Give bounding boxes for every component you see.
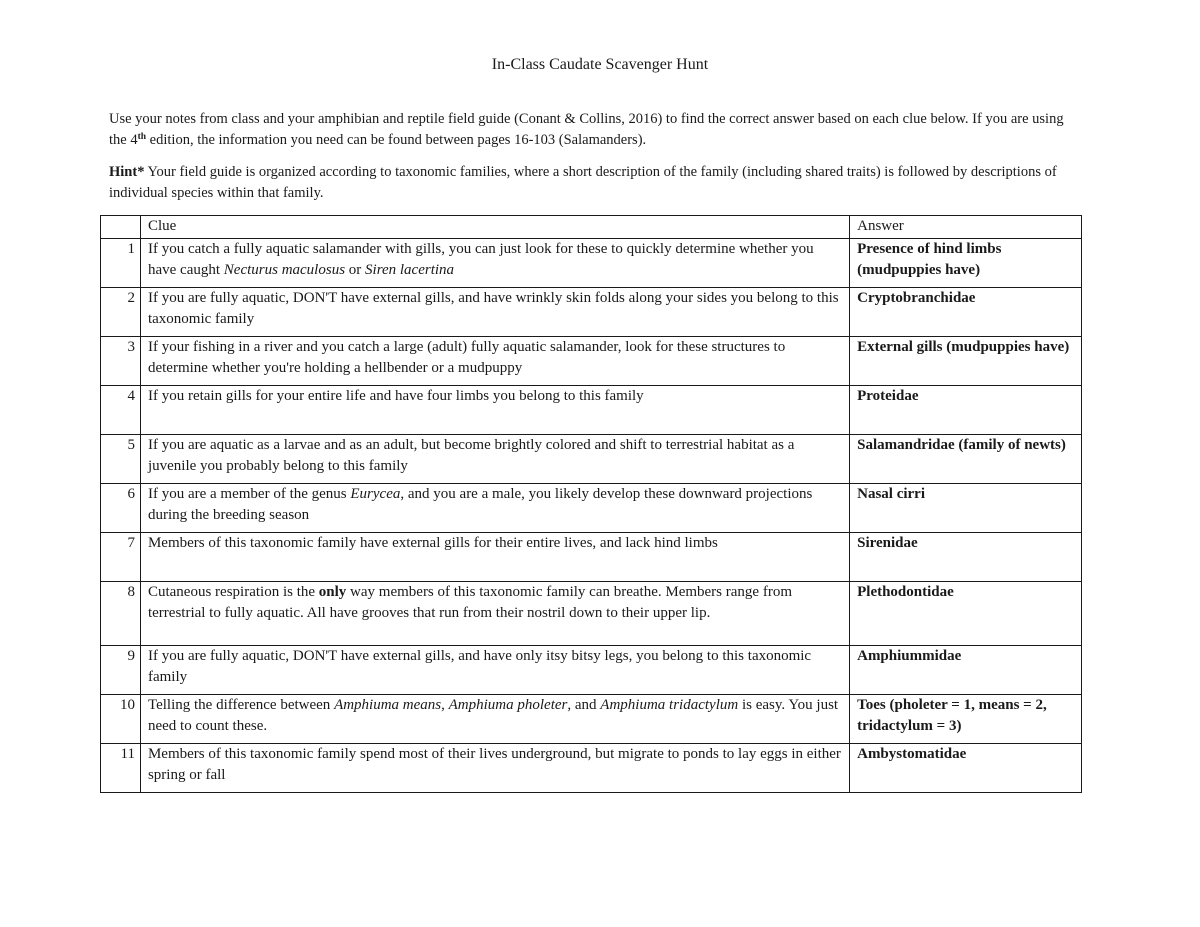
clue-cell: If you are fully aquatic, DON'T have external gills, and have only itsy bitsy legs, you belong to this taxonomic family: [140, 646, 849, 695]
table-row: [101, 288, 1082, 337]
table-row: [101, 435, 1082, 484]
clue-cell: Members of this taxonomic family spend most of their lives underground, but migrate to ponds to lay eggs in either spring or fall: [140, 744, 849, 793]
page-title: In-Class Caudate Scavenger Hunt: [491, 56, 709, 73]
table-header-row: [101, 216, 1082, 239]
clue-cell: If you are a member of the genus Eurycea, and you are a male, you likely develop these downward projections during the breeding season: [140, 484, 849, 533]
answer-cell: Amphiummidae: [850, 646, 1082, 695]
table-row: [101, 646, 1082, 695]
table-row: [101, 337, 1082, 386]
table-row: [101, 695, 1082, 744]
clue-cell: If you are aquatic as a larvae and as an adult, but become brightly colored and shift to terrestrial habitat as a juvenile you probably belong to this family: [140, 435, 849, 484]
scavenger-hunt-table: [100, 215, 1082, 793]
ordinal-superscript: th: [137, 132, 147, 142]
row-number: 2: [101, 288, 141, 337]
answer-cell: Salamandridae (family of newts): [850, 435, 1082, 484]
row-number: 3: [101, 337, 141, 386]
answer-cell: Cryptobranchidae: [850, 288, 1082, 337]
header-clue: Clue: [140, 216, 849, 239]
row-number: 10: [101, 695, 141, 744]
instructions-paragraph: Use your notes from class and your amphibian and reptile field guide (Conant & Collins, 2016) to find the correct answer based on each clue below. If you are using the 4th edition, the information you need can be found between pages 16-103 (Salamanders).: [109, 111, 1064, 148]
row-number: 1: [101, 239, 141, 288]
row-number: 7: [101, 533, 141, 582]
hint-label: Hint*: [109, 164, 145, 180]
clue-cell: If you retain gills for your entire life and have four limbs you belong to this family: [140, 386, 849, 435]
table-row: [101, 744, 1082, 793]
table-row: [101, 386, 1082, 435]
clue-cell: Members of this taxonomic family have external gills for their entire lives, and lack hind limbs: [140, 533, 849, 582]
answer-cell: Sirenidae: [850, 533, 1082, 582]
table-row: [101, 582, 1082, 646]
clue-cell: If your fishing in a river and you catch a large (adult) fully aquatic salamander, look for these structures to determine whether you're holding a hellbender or a mudpuppy: [140, 337, 849, 386]
answer-cell: External gills (mudpuppies have): [850, 337, 1082, 386]
row-number: 9: [101, 646, 141, 695]
answer-cell: Ambystomatidae: [850, 744, 1082, 793]
answer-cell: Proteidae: [850, 386, 1082, 435]
answer-cell: Nasal cirri: [850, 484, 1082, 533]
clue-cell: Telling the difference between Amphiuma means, Amphiuma pholeter, and Amphiuma tridactylum is easy. You just need to count these.: [140, 695, 849, 744]
table-row: [101, 533, 1082, 582]
header-number-cell: [101, 216, 141, 239]
clue-cell: If you are fully aquatic, DON'T have external gills, and have wrinkly skin folds along your sides you belong to this taxonomic family: [140, 288, 849, 337]
row-number: 11: [101, 744, 141, 793]
header-answer: Answer: [850, 216, 1082, 239]
table-row: [101, 484, 1082, 533]
answer-cell: Toes (pholeter = 1, means = 2, tridactylum = 3): [850, 695, 1082, 744]
answer-cell: Plethodontidae: [850, 582, 1082, 646]
hint-paragraph: Hint* Your field guide is organized according to taxonomic families, where a short description of the family (including shared traits) is followed by descriptions of individual species within that family.: [109, 164, 1057, 201]
row-number: 4: [101, 386, 141, 435]
table-row: [101, 239, 1082, 288]
clue-cell: Cutaneous respiration is the only way members of this taxonomic family can breathe. Members range from terrestrial to fully aquatic. All have grooves that run from their nostril down to their upper lip.: [140, 582, 849, 646]
clue-cell: If you catch a fully aquatic salamander with gills, you can just look for these to quickly determine whether you have caught Necturus maculosus or Siren lacertina: [140, 239, 849, 288]
answer-cell: Presence of hind limbs (mudpuppies have): [850, 239, 1082, 288]
row-number: 5: [101, 435, 141, 484]
row-number: 6: [101, 484, 141, 533]
row-number: 8: [101, 582, 141, 646]
